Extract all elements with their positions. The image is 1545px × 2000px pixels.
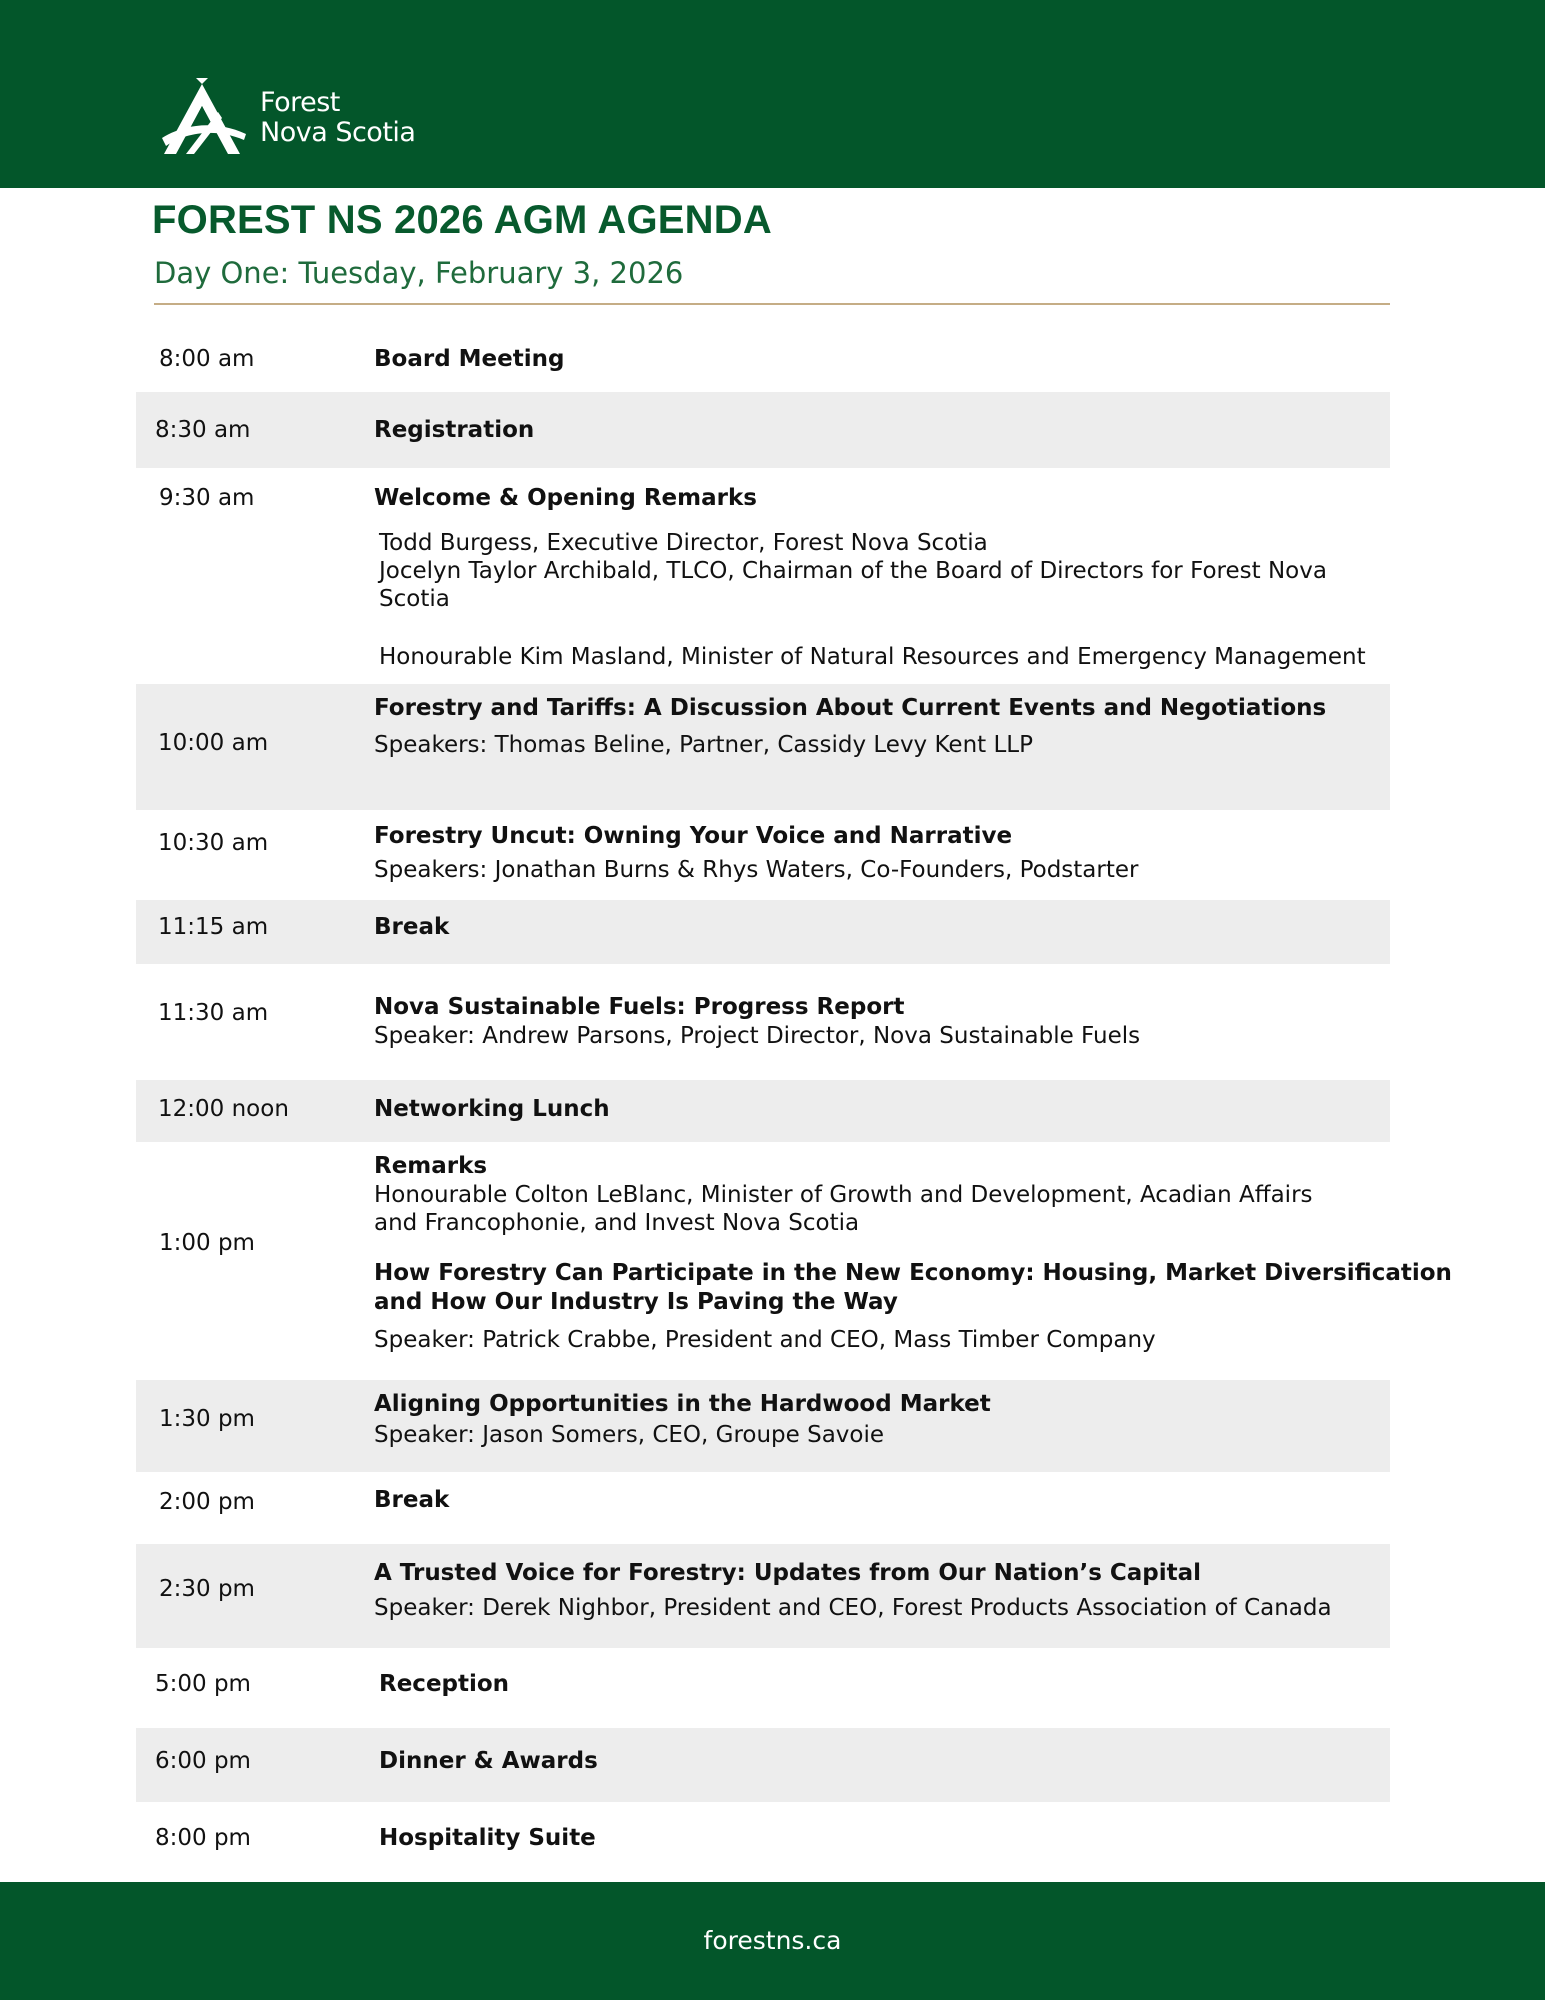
agenda-speaker-line: Todd Burgess, Executive Director, Forest Nova Scotia [379, 530, 988, 556]
agenda-time: 8:00 pm [155, 1825, 251, 1851]
logo-line-forest: Forest [260, 87, 340, 118]
agenda-row-tariffs [136, 684, 1390, 810]
agenda-speaker-line: Jocelyn Taylor Archibald, TLCO, Chairman of the Board of Directors for Forest Nova [379, 558, 1327, 584]
agenda-title-secondary: and How Our Industry Is Paving the Way [374, 1289, 898, 1315]
agenda-row-hardwood-market [136, 1380, 1390, 1472]
title-divider [154, 303, 1390, 305]
forest-nova-scotia-logo-icon [156, 78, 248, 158]
agenda-row-remarks-new-economy [136, 1144, 1452, 1378]
agenda-title: Welcome & Opening Remarks [374, 485, 757, 511]
agenda-row-hospitality-suite [136, 1804, 1390, 1880]
agenda-title-secondary: How Forestry Can Participate in the New Economy: Housing, Market Diversification [374, 1260, 1452, 1286]
agenda-speaker-line: Honourable Kim Masland, Minister of Natural Resources and Emergency Management [379, 644, 1366, 670]
agenda-time: 5:00 pm [155, 1671, 251, 1697]
agenda-title: Forestry Uncut: Owning Your Voice and Narrative [374, 823, 1013, 849]
agenda-time: 1:00 pm [159, 1230, 255, 1256]
logo-line-nova-scotia: Nova Scotia [260, 117, 416, 148]
agenda-row-nations-capital [136, 1544, 1390, 1648]
agenda-row-welcome [136, 470, 1390, 682]
agenda-title: Break [374, 914, 450, 940]
header-banner [0, 0, 1545, 188]
agenda-title: Networking Lunch [374, 1096, 610, 1122]
agenda-title: Dinner & Awards [379, 1748, 598, 1774]
agenda-speaker-line: Speakers: Thomas Beline, Partner, Cassidy Levy Kent LLP [374, 732, 1033, 758]
agenda-row-break-2 [136, 1474, 1390, 1542]
agenda-time: 10:00 am [158, 730, 269, 756]
agenda-row-networking-lunch [136, 1080, 1390, 1142]
website-link[interactable]: forestns.ca [703, 1926, 842, 1955]
agenda-title: Forestry and Tariffs: A Discussion About Current Events and Negotiations [374, 695, 1327, 721]
agenda-time: 1:30 pm [159, 1406, 255, 1432]
agenda-title: Board Meeting [374, 346, 565, 372]
agenda-title: A Trusted Voice for Forestry: Updates from Our Nation’s Capital [374, 1560, 1202, 1586]
agenda-speaker-line: Speaker: Patrick Crabbe, President and CEO, Mass Timber Company [374, 1327, 1156, 1353]
agenda-row-dinner-awards [136, 1728, 1390, 1802]
page-title: FOREST NS 2026 AGM AGENDA [152, 198, 772, 242]
agenda-speaker-line: Speaker: Andrew Parsons, Project Director, Nova Sustainable Fuels [374, 1023, 1141, 1049]
agenda-time: 2:30 pm [159, 1576, 255, 1602]
agenda-title: Reception [379, 1671, 510, 1697]
agenda-time: 6:00 pm [155, 1748, 251, 1774]
agenda-row-registration [136, 392, 1390, 468]
agenda-speaker-line: Scotia [379, 586, 450, 612]
agenda-title: Hospitality Suite [379, 1825, 596, 1851]
agenda-time: 2:00 pm [159, 1489, 255, 1515]
agenda-time: 8:30 am [155, 417, 251, 443]
agenda-title: Registration [374, 417, 535, 443]
agenda-speaker-line: Honourable Colton LeBlanc, Minister of Growth and Development, Acadian Affairs [374, 1182, 1313, 1208]
agenda-title: Aligning Opportunities in the Hardwood Market [374, 1391, 991, 1417]
agenda-row-reception [136, 1650, 1390, 1726]
agenda-row-board-meeting [136, 332, 1390, 390]
agenda-row-sustainable-fuels [136, 966, 1390, 1078]
agenda-title: Nova Sustainable Fuels: Progress Report [374, 994, 905, 1020]
day-subtitle: Day One: Tuesday, February 3, 2026 [154, 256, 684, 290]
agenda-speaker-line: Speaker: Jason Somers, CEO, Groupe Savoie [374, 1422, 885, 1448]
logo-wordmark [260, 88, 415, 148]
agenda-time: 12:00 noon [158, 1096, 289, 1122]
agenda-time: 8:00 am [159, 346, 255, 372]
agenda-row-forestry-uncut [136, 812, 1390, 898]
agenda-time: 11:15 am [158, 914, 269, 940]
agenda-title: Remarks [374, 1153, 488, 1179]
logo[interactable] [156, 78, 426, 158]
agenda-speaker-line: Speaker: Derek Nighbor, President and CEO, Forest Products Association of Canada [374, 1595, 1332, 1621]
agenda-time: 9:30 am [159, 485, 255, 511]
agenda-row-break-1 [136, 900, 1390, 964]
agenda-time: 10:30 am [158, 830, 269, 856]
agenda-title: Break [374, 1487, 450, 1513]
agenda-speaker-line: and Francophonie, and Invest Nova Scotia [374, 1210, 860, 1236]
agenda-time: 11:30 am [158, 1000, 269, 1026]
agenda-speaker-line: Speakers: Jonathan Burns & Rhys Waters, Co-Founders, Podstarter [374, 857, 1139, 883]
footer-banner [0, 1882, 1545, 2000]
